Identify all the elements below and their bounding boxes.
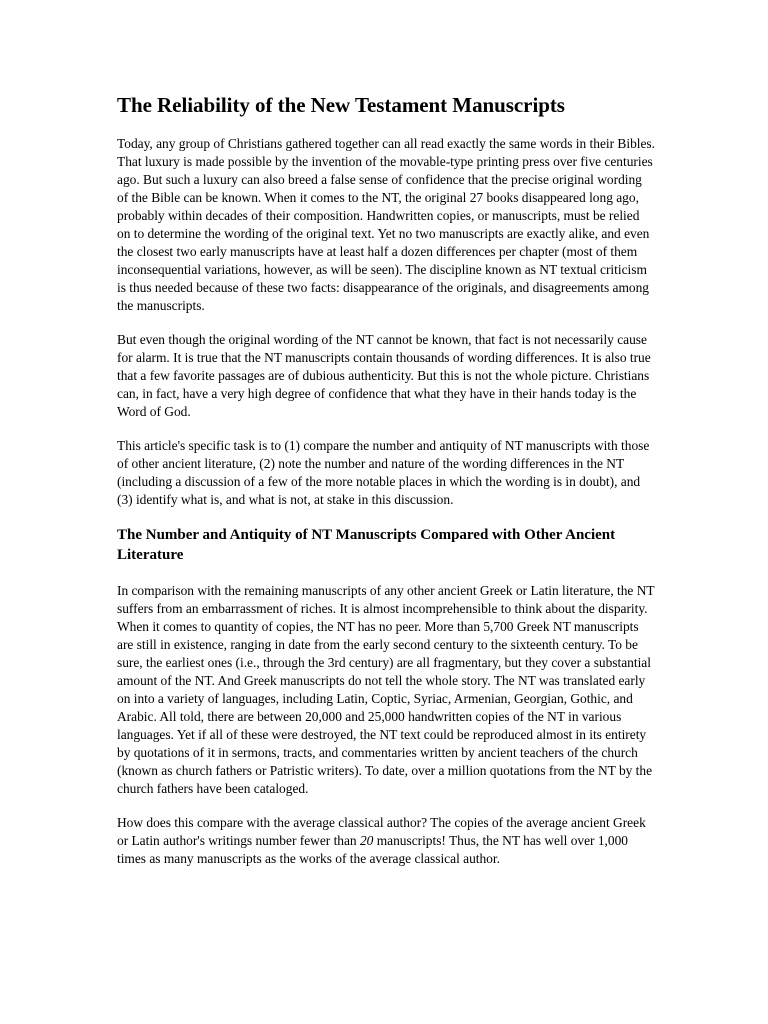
intro-paragraph-3: This article's specific task is to (1) compare the number and antiquity of NT manuscripts with those of other ancient literature, (2) note the number and nature of the wording differences in the NT (including a discussion of a few of the more notable places in which the wording is in doubt), and (3) identify what is, and what is not, at stake in this discussion.	[117, 438, 650, 507]
section-paragraph-2	[117, 814, 655, 868]
document-page	[117, 92, 655, 884]
section-paragraph-1: In comparison with the remaining manuscripts of any other ancient Greek or Latin literature, the NT suffers from an embarrassment of riches. It is almost incomprehensible to think about the disparity. When it comes to quantity of copies, the NT has no peer. More than 5,700 Greek NT manuscripts are still in existence, ranging in date from the early second century to the sixteenth century. To be sure, the earliest ones (i.e., through the 3rd century) are all fragmentary, but they cover a substantial amount of the NT. And Greek manuscripts do not tell the whole story. The NT was translated early on into a variety of languages, including Latin, Coptic, Syriac, Armenian, Georgian, Gothic, and Arabic. All told, there are between 20,000 and 25,000 handwritten copies of the NT in various languages. Yet if all of these were destroyed, the NT text could be reproduced almost in its entirety by quotations of it in sermons, tracts, and commentaries written by ancient teachers of the church (known as church fathers or Patristic writers). To date, over a million quotations from the NT by the church fathers have been cataloged.	[117, 583, 655, 796]
section-paragraph-2-start: How does this compare with the average classical author? The copies of the average ancient Greek or Latin author's writings number fewer than	[117, 815, 646, 848]
intro-paragraph-1: Today, any group of Christians gathered together can all read exactly the same words in their Bibles. That luxury is made possible by the invention of the movable-type printing press over five centuries ago. But such a luxury can also breed a false sense of confidence that the precise original wording of the Bible can be known. When it comes to the NT, the original 27 books disappeared long ago, probably within decades of their composition. Handwritten copies, or manuscripts, must be relied on to determine the wording of the original text. Yet no two manuscripts are exactly alike, and even the closest two early manuscripts have at least half a dozen differences per chapter (most of them inconsequential variations, however, as will be seen). The discipline known as NT textual criticism is thus needed because of these two facts: disappearance of the originals, and disagreements among the manuscripts.	[117, 136, 655, 313]
section-paragraph-2-end: manuscripts! Thus, the NT has well over 1,000 times as many manuscripts as the works of the average classical author.	[117, 833, 628, 866]
section-heading: The Number and Antiquity of NT Manuscripts Compared with Other Ancient Literature	[117, 527, 616, 563]
emphasized-number: 20	[359, 833, 374, 848]
document-title: The Reliability of the New Testament Manuscripts	[117, 93, 565, 117]
intro-paragraph-2: But even though the original wording of the NT cannot be known, that fact is not necessarily cause for alarm. It is true that the NT manuscripts contain thousands of wording differences. It is also true that a few favorite passages are of dubious authenticity. But this is not the whole picture. Christians can, in fact, have a very high degree of confidence that what they have in their hands today is the Word of God.	[117, 332, 651, 419]
